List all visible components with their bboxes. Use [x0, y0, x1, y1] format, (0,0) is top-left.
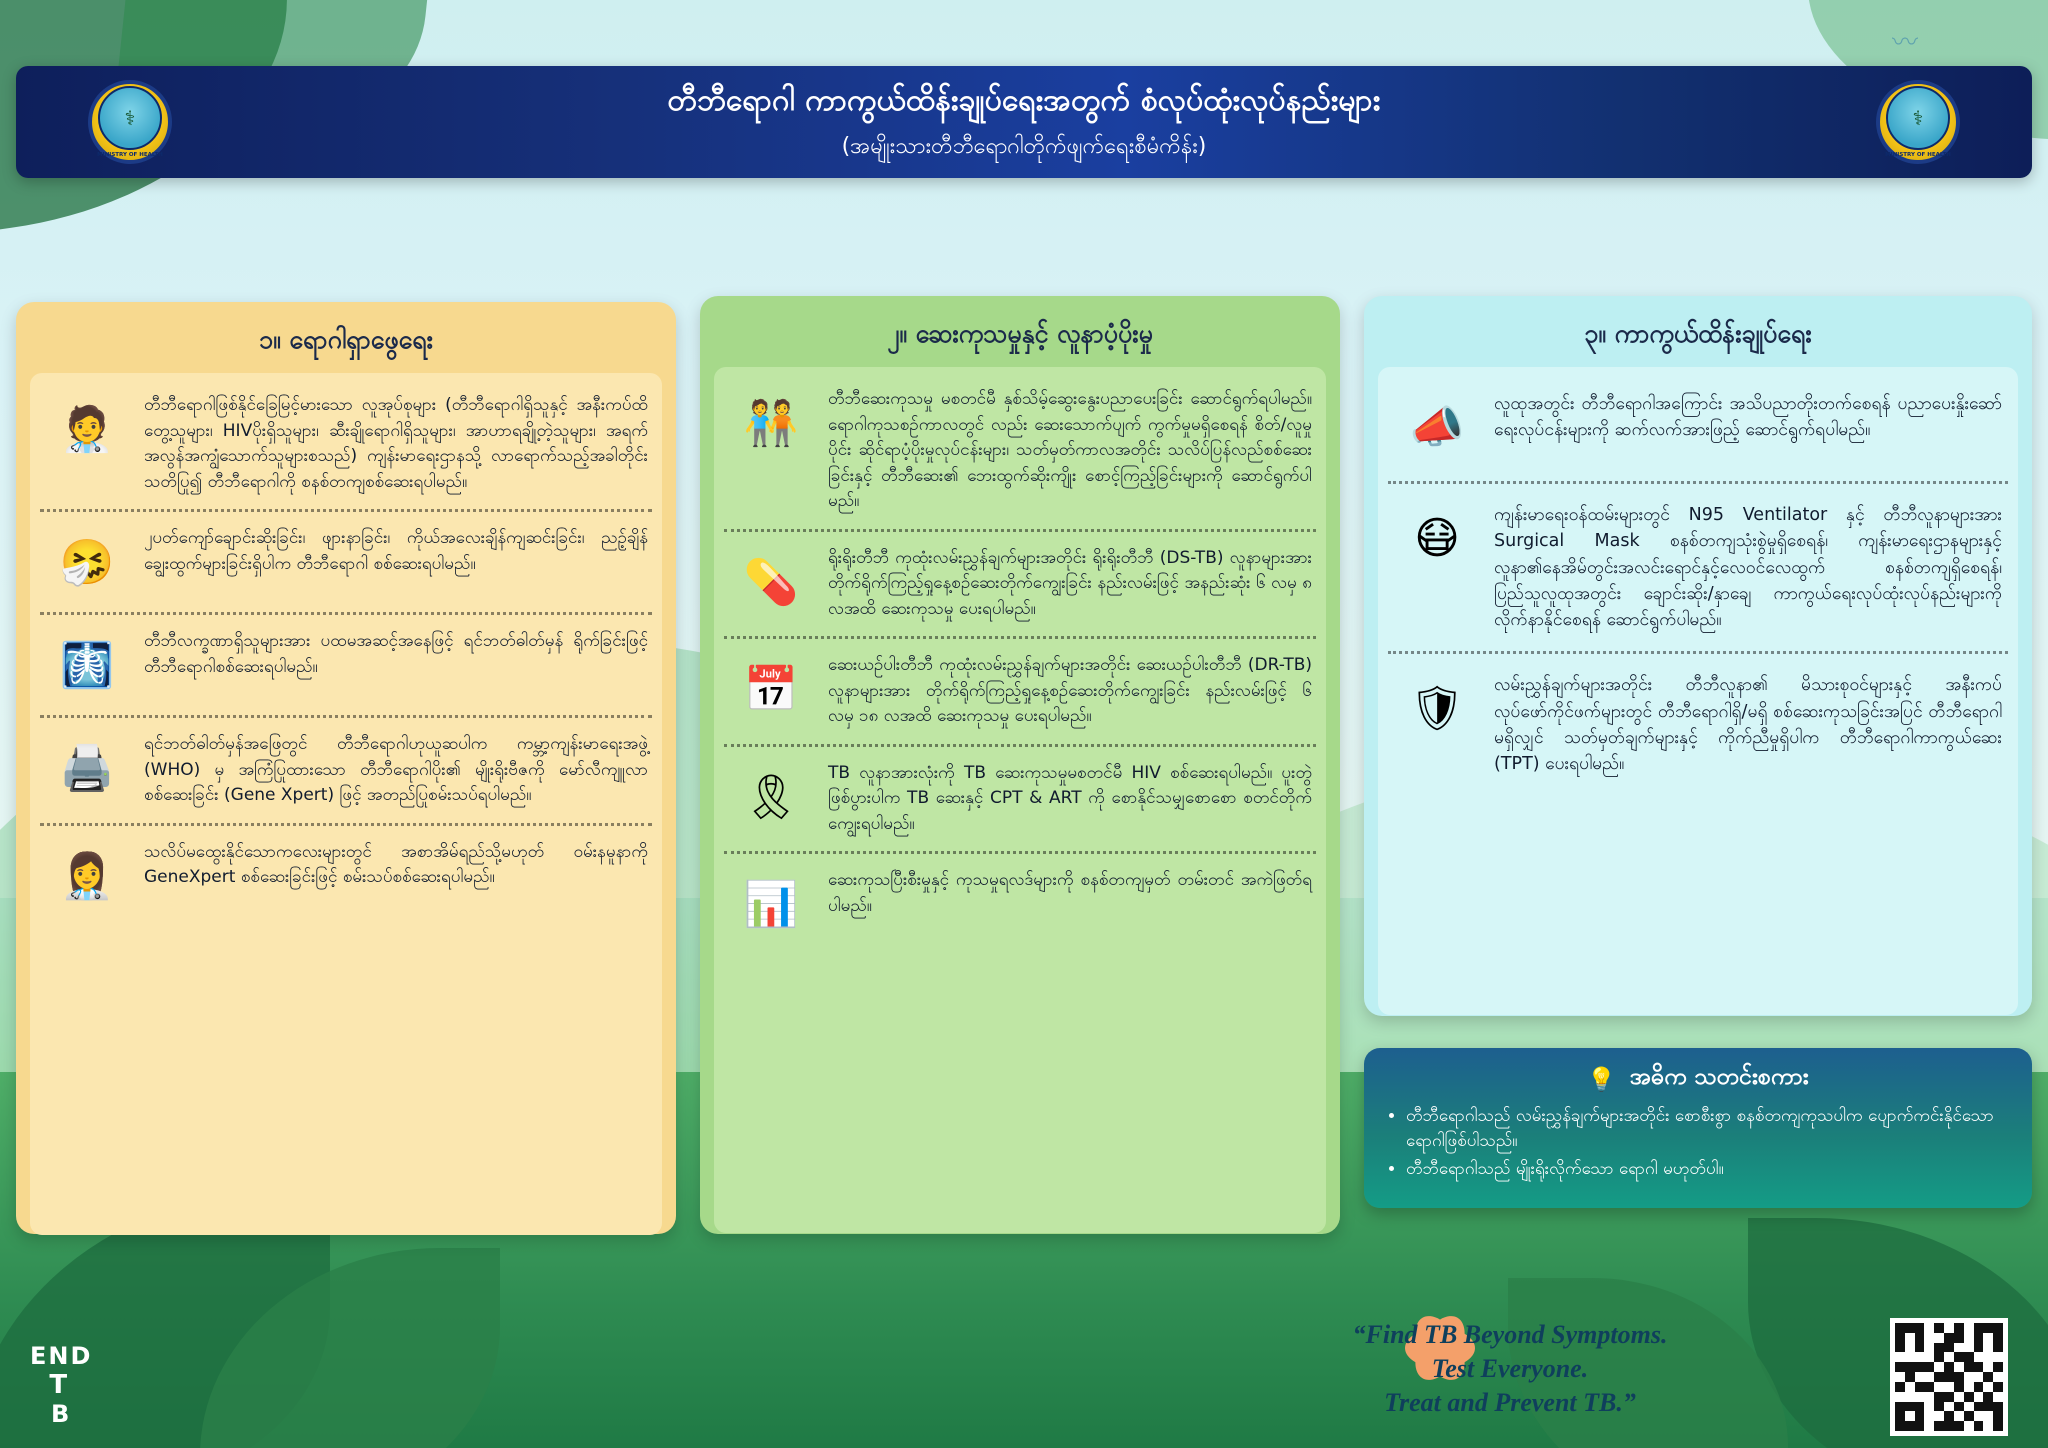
slogan-line-3: Treat and Prevent TB.” — [1384, 1387, 1636, 1417]
list-item-text: တီဘီရောဂါဖြစ်နိုင်ခြေမြင့်မားသော လူအုပ်စုများ (တီဘီရောဂါရှိသူနှင့် အနီးကပ်ထိတွေ့သူများ၊ HIVပိုးရှိသူများ၊ ဆီးချိုရောဂါရှိသူများ၊ အာဟာရချို့တဲ့သူများ၊ အရက်အလွန်အကျွံသောက်သူများစသည်) ကျန်းမာရေးဌာနသို့ လာရောက်သည့်အခါတိုင်း သတိပြု၍ တီဘီရောဂါကို စနစ်တကျစစ်ဆေးရပါမည်။ — [144, 395, 648, 492]
list-item — [724, 529, 1316, 637]
column-2-body — [714, 367, 1326, 1233]
lightbulb-icon: 💡 — [1587, 1066, 1617, 1093]
list-item — [724, 744, 1316, 852]
slogan-line-1: “Find TB Beyond Symptoms. — [1352, 1320, 1668, 1349]
counselling-icon: 🧑‍🤝‍🧑 — [743, 398, 799, 449]
logo-figure-icon: ⚕ — [1912, 105, 1924, 130]
bird-icon: 〰 — [1891, 28, 1918, 58]
column-1-title: ၁။ ရောဂါရှာဖွေရေး — [259, 325, 433, 354]
page-subtitle: (အမျိုးသားတီဘီရောဂါတိုက်ဖျက်ရေးစီမံကိန်း) — [841, 134, 1207, 159]
column-treatment — [700, 296, 1340, 1234]
cough-person-icon: 🤧 — [59, 537, 115, 588]
column-3-body — [1378, 367, 2018, 1015]
list-item-text: ရင်ဘတ်ဓါတ်မှန်အဖြေတွင် တီဘီရောဂါဟုယူဆပါက ကမ္ဘာ့ကျန်းမာရေးအဖွဲ့ (WHO) မှ အကြံပြုထားသော တီဘီရောဂါပိုး၏ မျိုးရိုးဗီဇကို မော်လီကျူလာစစ်ဆေးခြင်း (Gene Xpert) ဖြင့် အတည်ပြုစမ်းသပ်ရပါမည်။ — [144, 734, 648, 805]
key-message-header — [1380, 1058, 2016, 1104]
key-message-list — [1380, 1104, 2016, 1182]
mask-icon: 😷 — [1414, 512, 1460, 564]
list-item — [1388, 651, 2008, 795]
chest-xray-icon: 🩻 — [59, 640, 115, 691]
list-item-text: လမ်းညွှန်ချက်များအတိုင်း တီဘီလူနာ၏ မိသားစုဝင်များနှင့် အနီးကပ်လုပ်ဖော်ကိုင်ဖက်များတွင် တီဘီရောဂါရှိ/မရှိ စစ်ဆေးကုသခြင်းအပြင် တီဘီရောဂါမရှိလျှင် သတ်မှတ်ချက်များနှင့် ကိုက်ညီမှုရှိပါက တီဘီရောဂါကာကွယ်ဆေး (TPT) ပေးရပါမည်။ — [1494, 675, 2002, 774]
list-item — [724, 851, 1316, 954]
ministry-logo-ring — [1886, 86, 1950, 150]
end-tb-line-1: END — [30, 1342, 93, 1370]
list-item-text: ၂ပတ်ကျော်ချောင်းဆိုးခြင်း၊ ဖျားနာခြင်း၊ ကိုယ်အလေးချိန်ကျဆင်းခြင်း၊ ညဥ့်ချိန်ချွေးထွက်များခြင်းရှိပါက တီဘီရောဂါ စစ်ဆေးရပါမည်။ — [144, 528, 648, 574]
list-item-text: ဆေးယဉ်ပါးတီဘီ ကုထုံးလမ်းညွှန်ချက်များအတိုင်း ဆေးယဉ်ပါးတီဘီ (DR-TB) လူနာများအား တိုက်ရိုက်ကြည့်ရှုနေ့စဉ်ဆေးတိုက်ကျွေးခြင်း နည်းလမ်းဖြင့် ၆ လမှ ၁၈ လအထိ ဆေးကုသမှု ပေးရပါမည်။ — [828, 655, 1312, 726]
qr-code[interactable] — [1890, 1318, 2008, 1436]
megaphone-health-worker-icon: 📣 — [1409, 402, 1465, 453]
slogan-line-2: Test Everyone. — [1431, 1353, 1589, 1383]
doctor-specimen-icon: 🧑‍⚕️ — [59, 404, 115, 455]
list-item — [724, 636, 1316, 744]
end-tb-line-2: T — [49, 1370, 74, 1400]
list-item: • တီဘီရောဂါသည် မျိုးရိုးလိုက်သော ရောဂါ မဟုတ်ပါ။ — [1406, 1157, 2016, 1182]
list-item — [40, 823, 652, 926]
list-item-text: လူထုအတွင်း တီဘီရောဂါအကြောင်း အသိပညာတိုးတက်စေရန် ပညာပေးနှိုးဆော်ရေးလုပ်ငန်းများကို ဆက်လက်အားဖြည့် ဆောင်ရွက်ရပါမည်။ — [1494, 394, 2002, 441]
list-item-text: TB လူနာအားလုံးကို TB ဆေးကုသမှုမစတင်မီ HIV စစ်ဆေးရပါမည်။ ပူးတွဲဖြစ်ပွားပါက TB ဆေးနှင့် CPT & ART ကို စောနိုင်သမျှစောစော စတင်တိုက်ကျွေးရပါမည်။ — [828, 762, 1312, 834]
slogan — [1160, 1318, 1860, 1419]
ministry-logo-right — [1876, 80, 1960, 164]
list-item — [724, 373, 1316, 529]
calendar-nurse-icon: 📅 — [743, 664, 799, 715]
genexpert-machine-icon: 🖨️ — [59, 743, 115, 794]
logo-figure-icon: ⚕ — [124, 105, 136, 130]
page-header — [16, 66, 2032, 178]
pediatric-care-icon: 👩‍⚕️ — [59, 850, 115, 902]
list-item-text: ကျန်းမာရေးဝန်ထမ်းများတွင် N95 Ventilator နှင့် တီဘီလူနာများအား Surgical Mask စနစ်တကျသုံးစွဲမှုရှိစေရန်၊ ကျန်းမာရေးဌာနများနှင့် လူနာ၏နေအိမ်တွင်းအလင်းရောင်နှင့်လေဝင်လေထွက် စနစ်တကျရှိစေရန်၊ ပြည်သူလူထုအတွင်း ချောင်းဆိုး/နှာချေ ကာကွယ်ရေးလုပ်ထုံးလုပ်နည်းများကို လိုက်နာနိုင်စေရန် ဆောင်ရွက်ပါမည်။ — [1494, 505, 2002, 630]
column-3-title: ၃။ ကာကွယ်ထိန်းချုပ်ရေး — [1584, 319, 1812, 348]
list-item — [40, 509, 652, 612]
pills-hand-icon: 💊 — [743, 556, 799, 608]
list-item — [40, 612, 652, 715]
list-item-text: တီဘီလက္ခဏာရှိသူများအား ပထမအဆင့်အနေဖြင့် ရင်ဘတ်ဓါတ်မှန် ရိုက်ခြင်းဖြင့် တီဘီရောဂါစစ်ဆေးရပါမည်။ — [144, 631, 648, 677]
key-message-box — [1364, 1048, 2032, 1208]
list-item — [1388, 481, 2008, 651]
column-2-title: ၂။ ဆေးကုသမှုနှင့် လူနာပံ့ပိုးမှု — [887, 319, 1153, 348]
ministry-logo-ring — [98, 86, 162, 150]
page-title: တီဘီရောဂါ ကာကွယ်ထိန်းချုပ်ရေးအတွက် စံလုပ်ထုံးလုပ်နည်းများ — [667, 83, 1381, 118]
list-item-text: သလိပ်မထွေးနိုင်သောကလေးများတွင် အစာအိမ်ရည်သို့မဟုတ် ဝမ်းနမူနာကို GeneXpert စစ်ဆေးခြင်းဖြင့် စမ်းသပ်စစ်ဆေးရပါမည်။ — [144, 841, 648, 887]
list-item-text: ရိုးရိုးတီဘီ ကုထုံးလမ်းညွှန်ချက်များအတိုင်း ရိုးရိုးတီဘီ (DS-TB) လူနာများအား တိုက်ရိုက်ကြည့်ရှုနေ့စဉ်ဆေးတိုက်ကျွေးခြင်း နည်းလမ်းဖြင့် အနည်းဆုံး ၆ လမှ ၈ လအထိ ဆေးကုသမှု ပေးရပါမည်။ — [828, 547, 1312, 619]
ministry-logo-left — [88, 80, 172, 164]
list-item — [40, 715, 652, 823]
hiv-ribbon-icon: 🎗 — [743, 771, 799, 823]
shield-cross-icon: 🛡 — [1409, 683, 1465, 735]
list-item — [40, 379, 652, 509]
list-item — [1388, 373, 2008, 481]
chart-growth-icon: 📊 — [743, 879, 799, 930]
column-1-body — [30, 373, 662, 1235]
list-item-text: တီဘီဆေးကုသမှု မစတင်မီ နှစ်သိမ့်ဆွေးနွေးပညာပေးခြင်း ဆောင်ရွက်ရပါမည်။ ရောဂါကုသစဉ်ကာလတွင် လည်း ဆေးသောက်ပျက် ကွက်မှုမရှိစေရန် စိတ်/လူမှုပိုင်း ဆိုင်ရာပံ့ပိုးမှုလုပ်ငန်းများ၊ သတ်မှတ်ကာလအတိုင်း သလိပ်ပြန်လည်စစ်ဆေးခြင်းနှင့် တီဘီဆေး၏ ဘေးထွက်ဆိုးကျိုး စောင့်ကြည့်ခြင်းများကို ဆောင်ရွက်ပါမည်။ — [828, 389, 1312, 511]
logo-caption-left: MINISTRY OF HEALTH — [97, 151, 163, 158]
logo-caption-right: MINISTRY OF HEALTH — [1885, 151, 1951, 158]
end-tb-logo — [30, 1342, 92, 1428]
end-tb-line-3: B — [51, 1400, 72, 1428]
list-item: • တီဘီရောဂါသည် လမ်းညွှန်ချက်များအတိုင်း စောစီးစွာ စနစ်တကျကုသပါက ပျောက်ကင်းနိုင်သောရောဂါဖြစ်ပါသည်။ — [1406, 1104, 2016, 1153]
column-diagnosis — [16, 302, 676, 1234]
column-prevention — [1364, 296, 2032, 1016]
qr-code-pattern — [1895, 1323, 2003, 1431]
header-titles — [668, 80, 1381, 164]
list-item-text: ဆေးကုသပြီးစီးမှုနှင့် ကုသမှုရလဒ်များကို စနစ်တကျမှတ် တမ်းတင် အကဲဖြတ်ရပါမည်။ — [828, 870, 1312, 916]
key-message-title: အဓိက သတင်းစကား — [1630, 1064, 1809, 1090]
